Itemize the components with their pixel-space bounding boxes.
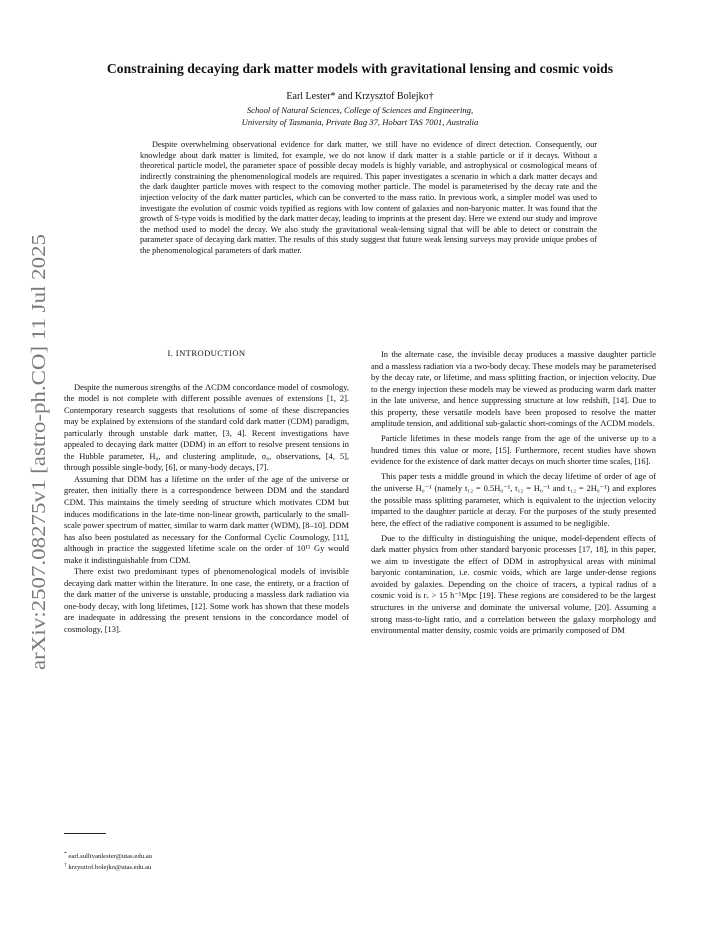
intro-paragraph-6: This paper tests a middle ground in which the decay lifetime of order of age of the universe H₀⁻¹ (namely t₁₂ = 0.5H₀⁻¹, t₁₂ = H₀⁻¹ and t₁₂ = 2H₀⁻¹) and explores the possible mass splitting parameter, which is equivalent to the injection velocity imparted to the daughter particle at decay. For the purposes of the study presented here, the effect of the radiative component is assumed to be negligible. <box>371 471 656 528</box>
affiliation-line-2: University of Tasmania, Private Bag 37, Hobart TAS 7001, Australia <box>241 117 479 127</box>
footnote-email-1 <box>64 850 349 860</box>
intro-paragraph-2: Assuming that DDM has a lifetime on the order of the age of the universe or greater, then initially there is a correspondence between DDM and the standard CDM. This maintains the timely seeding of structure which motivates CDM but induces modifications in the late-time non-linear growth, particularly to the small-scale power spectrum of matter, similar to warm dark matter (WDM), [8–10]. DDM has also been postulated as necessary for the Conformal Cyclic Cosmology, [11], although in practice the suggested lifetime scale on the order of 10¹¹ Gy would make it indistinguishable from CDM. <box>64 473 349 565</box>
intro-paragraph-4: In the alternate case, the invisible decay produces a massive daughter particle and a massless radiation via a two-body decay. These models may be parameterised by the decay rate, or lifetime, and mass splitting fraction, or injection velocity. Due to the energy injection these models may be viewed as producing warm dark matter in the late universe, and hence suppressing structure at low redshift, [14]. Due to this property, these versatile models have been proposed to resolve the matter amplitude tension, and additional sub-galactic short-comings of the ΛCDM models. <box>371 349 656 429</box>
arxiv-identifier-text: arXiv:2507.08275v1 [astro-ph.CO] 11 Jul 2025 <box>28 280 50 670</box>
footnote-mark-1: * <box>64 850 67 857</box>
footnote-mark-2: † <box>64 861 67 868</box>
footnote-email-2-text: krzysztof.bolejko@utas.edu.au <box>68 864 152 871</box>
footnote-email-1-text: earl.sullivanlester@utas.edu.au <box>68 853 153 860</box>
right-column <box>371 349 656 637</box>
footnote-email-2 <box>64 861 349 871</box>
affiliation-line-1: School of Natural Sciences, College of Sciences and Engineering, <box>246 105 474 115</box>
intro-paragraph-1: Despite the numerous strengths of the ΛCDM concordance model of cosmology, the model is not complete with different possible avenues of extensions [1, 2]. Contemporary research suggests that resolutions of some of these discrepancies may be explained by extensions of the standard cold dark matter (CDM) paradigm, particularly through unstable dark matter, [3, 4]. Recent investigations have appealed to decaying dark matter (DDM) in an effort to resolve present tensions in the Hubble parameter, H₀, and clustering amplitude, σ₈, observations, [4, 5], through possible single-body, [6], or many-body decays, [7]. <box>64 381 349 473</box>
section-heading: I. INTRODUCTION <box>167 348 246 358</box>
intro-paragraph-5: Particle lifetimes in these models range from the age of the universe up to a hundred times this value or more, [15]. Furthermore, recent studies have shown evidence for the existence of dark matter decays on much shorter time scales, [16]. <box>371 433 656 467</box>
intro-paragraph-3: There exist two predominant types of phenomenological models of invisible decaying dark matter within the literature. In one case, the entirety, or a fraction of the dark matter of the universe is unstable, producing a massless dark radiation via one-body decay, with long lifetimes, [12]. Some work has shown that these models are inadequate in addressing the present tensions in the concordance model of cosmology, [13]. <box>64 566 349 635</box>
left-column <box>64 348 349 636</box>
intro-paragraph-7: Due to the difficulty in distinguishing the unique, model-dependent effects of dark matter physics from other standard baryonic processes [17, 18], in this paper, we aim to investigate the effect of DDM in astrophysical areas with minimal baryonic contamination, i.e. cosmic voids, which are large under-dense regions avoided by galaxies. Depending on the choice of tracers, a typical radius of a cosmic void is rᵥ > 15 h⁻¹Mpc [19]. These regions are considered to be the largest structures in the universe and dominate the universal volume, [20]. Assuming a strong mass-to-light ratio, and a correlation between the galaxy morphology and environmental matter density, cosmic voids are primarily composed of DM <box>371 532 656 636</box>
author-list: Earl Lester* and Krzysztof Bolejko† <box>286 91 434 102</box>
abstract: Despite overwhelming observational evidence for dark matter, we still have no evidence of direct detection. Consequently, our knowledge about dark matter is limited, for example, we do not know if dark matter is a stable particle or if it decays. Without a theoretical particle model, the parameter space of possible decay models is highly variable, and astrophysical or cosmological means of indirectly constraining the phenomenological models are required. This paper investigates a scenario in which a dark matter decays and the dark daughter particle moves with respect to the comoving mother particle. The model is parameterised by the decay rate and the injection velocity of the dark matter particles, which can be converted to the mass ratio. In previous work, a simpler model was used to investigate the evolution of cosmic voids typified as regions with low content of galaxies and non-baryonic matter. It was found that the growth of S-type voids is modified by the dark matter decay, leading to imprints at the present day. Here we extend our study and improve the method used to model the decay. We also study the gravitational weak-lensing signal that will be able to detect or constrain the parameter space of decaying dark matter. The results of this study suggest that future weak lensing surveys may provide unique probes of the phenomenological parameters of dark matter. <box>140 140 597 255</box>
arxiv-identifier <box>14 232 54 672</box>
paper-title: Constraining decaying dark matter models with gravitational lensing and cosmic voids <box>106 61 614 76</box>
footnote-divider <box>64 833 106 834</box>
